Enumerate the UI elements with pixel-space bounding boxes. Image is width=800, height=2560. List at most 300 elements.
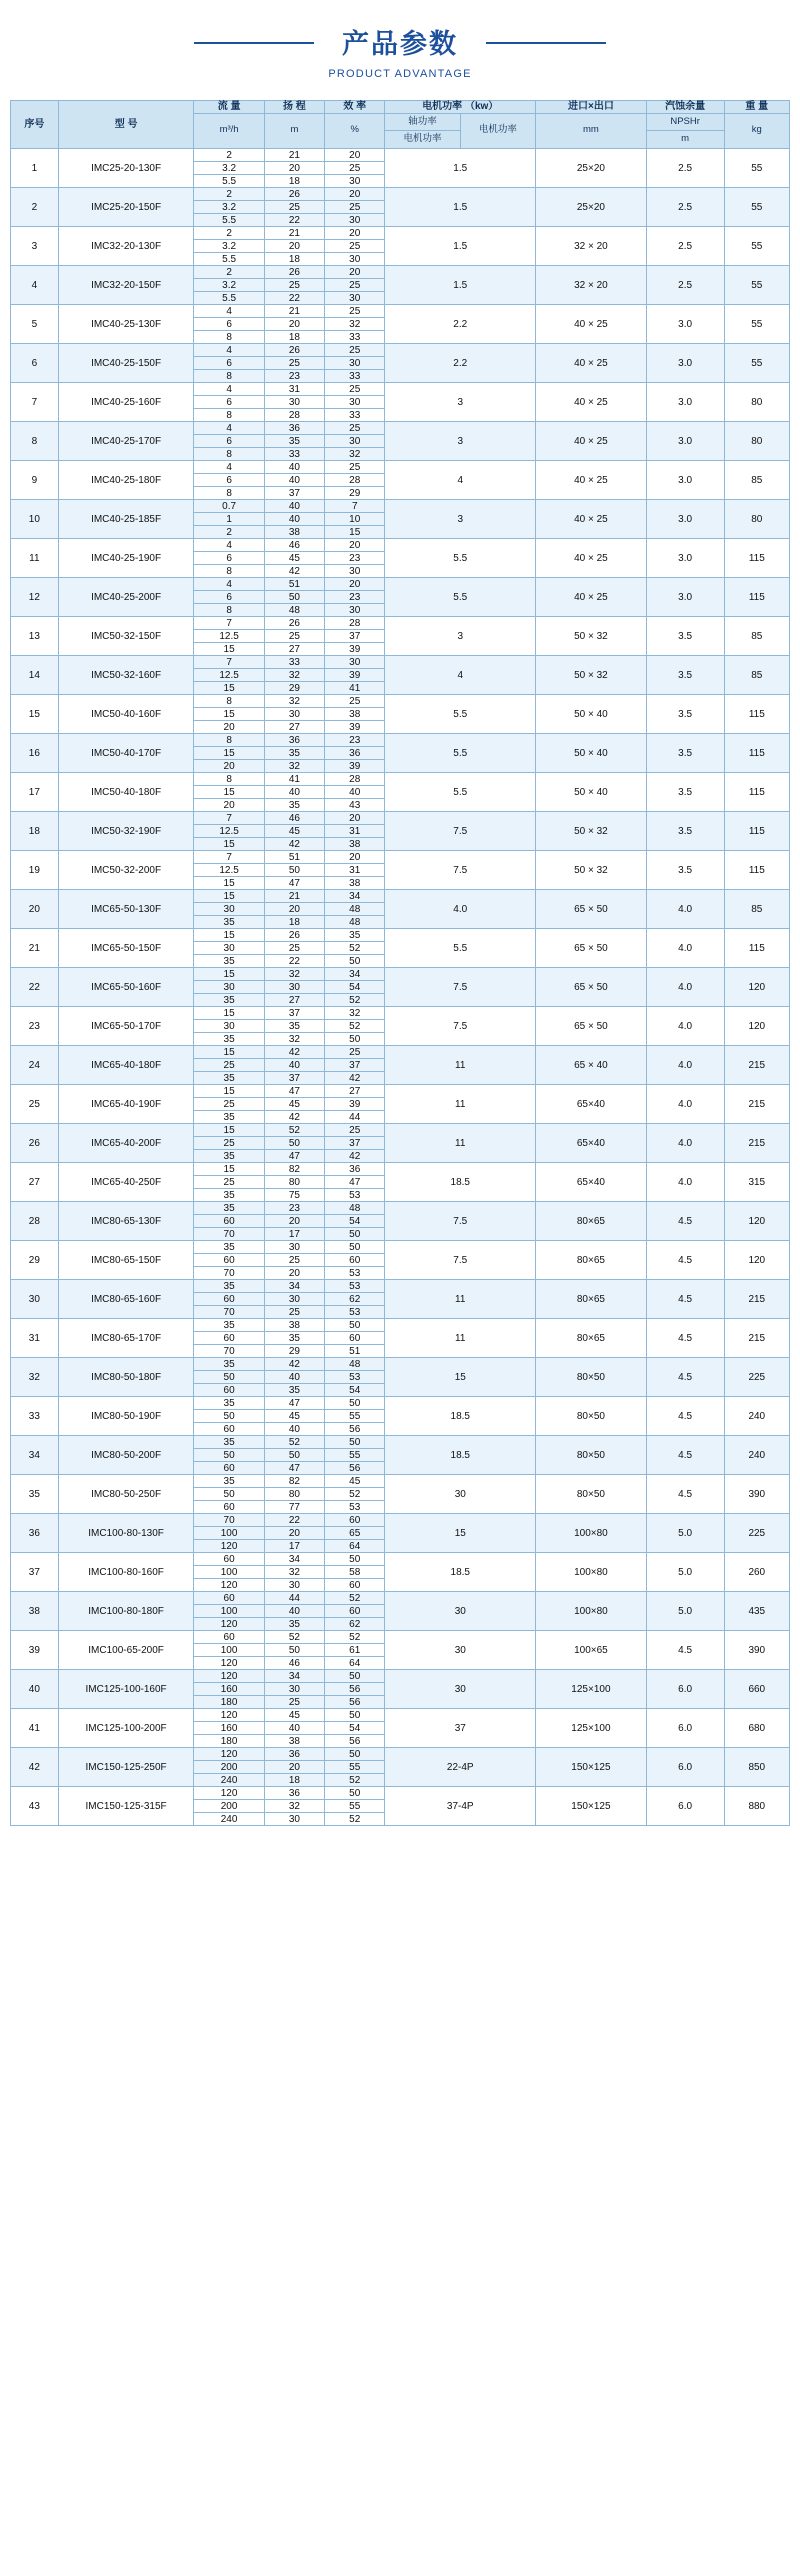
- cell-flow: 6: [194, 552, 264, 565]
- cell-weight: 850: [724, 1748, 789, 1787]
- cell-head: 36: [264, 422, 324, 435]
- cell-model: IMC125-100-160F: [58, 1670, 194, 1709]
- cell-weight: 390: [724, 1631, 789, 1670]
- cell-npsh: 4.0: [646, 968, 724, 1007]
- cell-head: 21: [264, 890, 324, 903]
- cell-head: 45: [264, 1709, 324, 1722]
- cell-weight: 115: [724, 773, 789, 812]
- cell-weight: 390: [724, 1475, 789, 1514]
- cell-eff: 60: [325, 1332, 385, 1345]
- cell-head: 29: [264, 1345, 324, 1358]
- cell-eff: 20: [325, 149, 385, 162]
- cell-head: 50: [264, 1644, 324, 1657]
- cell-inlet-outlet: 50 × 32: [536, 656, 647, 695]
- cell-model: IMC50-32-150F: [58, 617, 194, 656]
- cell-flow: 15: [194, 643, 264, 656]
- cell-model: IMC50-40-160F: [58, 695, 194, 734]
- cell-head: 18: [264, 1774, 324, 1787]
- cell-no: 27: [11, 1163, 59, 1202]
- cell-flow: 60: [194, 1462, 264, 1475]
- cell-npsh: 2.5: [646, 227, 724, 266]
- cell-head: 33: [264, 656, 324, 669]
- cell-head: 26: [264, 617, 324, 630]
- table-header: [11, 101, 790, 149]
- cell-no: 4: [11, 266, 59, 305]
- cell-flow: 35: [194, 1111, 264, 1124]
- page-header: [10, 0, 790, 90]
- cell-inlet-outlet: 100×80: [536, 1514, 647, 1553]
- cell-inlet-outlet: 40 × 25: [536, 500, 647, 539]
- cell-eff: 60: [325, 1579, 385, 1592]
- col-header-weight-unit: kg: [724, 113, 789, 149]
- cell-eff: 53: [325, 1189, 385, 1202]
- cell-weight: 880: [724, 1787, 789, 1826]
- cell-inlet-outlet: 65×40: [536, 1085, 647, 1124]
- cell-motor-power: 30: [385, 1670, 536, 1709]
- cell-eff: 30: [325, 396, 385, 409]
- cell-eff: 40: [325, 786, 385, 799]
- cell-npsh: 6.0: [646, 1748, 724, 1787]
- cell-flow: 7: [194, 812, 264, 825]
- cell-weight: 215: [724, 1280, 789, 1319]
- cell-head: 35: [264, 1332, 324, 1345]
- cell-flow: 15: [194, 890, 264, 903]
- cell-head: 33: [264, 448, 324, 461]
- cell-eff: 37: [325, 1059, 385, 1072]
- cell-inlet-outlet: 80×65: [536, 1280, 647, 1319]
- cell-inlet-outlet: 65 × 50: [536, 890, 647, 929]
- table-row: [11, 1358, 790, 1371]
- table-row: [11, 968, 790, 981]
- col-header-flow: 流 量: [194, 101, 264, 114]
- cell-flow: 35: [194, 1280, 264, 1293]
- cell-head: 21: [264, 227, 324, 240]
- col-header-io-unit: mm: [536, 113, 647, 149]
- cell-npsh: 3.5: [646, 773, 724, 812]
- cell-eff: 20: [325, 812, 385, 825]
- cell-head: 20: [264, 1527, 324, 1540]
- cell-eff: 25: [325, 695, 385, 708]
- cell-flow: 15: [194, 1085, 264, 1098]
- table-row: [11, 383, 790, 396]
- cell-motor-power: 2.2: [385, 344, 536, 383]
- cell-eff: 41: [325, 682, 385, 695]
- cell-flow: 35: [194, 994, 264, 1007]
- cell-model: IMC150-125-315F: [58, 1787, 194, 1826]
- cell-model: IMC50-32-160F: [58, 656, 194, 695]
- cell-npsh: 4.0: [646, 890, 724, 929]
- cell-eff: 53: [325, 1267, 385, 1280]
- cell-motor-power: 11: [385, 1124, 536, 1163]
- cell-model: IMC40-25-160F: [58, 383, 194, 422]
- cell-weight: 120: [724, 1007, 789, 1046]
- cell-no: 36: [11, 1514, 59, 1553]
- cell-flow: 35: [194, 1033, 264, 1046]
- table-row: [11, 1046, 790, 1059]
- cell-eff: 55: [325, 1761, 385, 1774]
- cell-model: IMC40-25-200F: [58, 578, 194, 617]
- cell-motor-power: 1.5: [385, 227, 536, 266]
- cell-motor-power: 11: [385, 1280, 536, 1319]
- cell-flow: 5.5: [194, 253, 264, 266]
- cell-flow: 100: [194, 1605, 264, 1618]
- cell-eff: 32: [325, 448, 385, 461]
- cell-motor-power: 18.5: [385, 1553, 536, 1592]
- cell-flow: 35: [194, 1358, 264, 1371]
- cell-model: IMC80-65-130F: [58, 1202, 194, 1241]
- table-row: [11, 1436, 790, 1449]
- table-row: [11, 734, 790, 747]
- cell-eff: 30: [325, 292, 385, 305]
- table-row: [11, 1670, 790, 1683]
- cell-eff: 25: [325, 344, 385, 357]
- cell-eff: 39: [325, 1098, 385, 1111]
- cell-eff: 56: [325, 1683, 385, 1696]
- cell-eff: 42: [325, 1072, 385, 1085]
- cell-eff: 30: [325, 435, 385, 448]
- cell-head: 27: [264, 643, 324, 656]
- cell-flow: 35: [194, 1475, 264, 1488]
- cell-eff: 35: [325, 929, 385, 942]
- cell-flow: 6: [194, 318, 264, 331]
- cell-eff: 25: [325, 1124, 385, 1137]
- cell-flow: 120: [194, 1787, 264, 1800]
- cell-eff: 52: [325, 1631, 385, 1644]
- cell-eff: 58: [325, 1566, 385, 1579]
- cell-flow: 60: [194, 1631, 264, 1644]
- cell-motor-power: 5.5: [385, 695, 536, 734]
- cell-flow: 60: [194, 1592, 264, 1605]
- col-header-head: 扬 程: [264, 101, 324, 114]
- table-row: [11, 1631, 790, 1644]
- cell-head: 20: [264, 162, 324, 175]
- table-row: [11, 188, 790, 201]
- cell-head: 40: [264, 1722, 324, 1735]
- cell-weight: 85: [724, 617, 789, 656]
- cell-npsh: 4.0: [646, 1163, 724, 1202]
- cell-model: IMC40-25-130F: [58, 305, 194, 344]
- cell-eff: 32: [325, 1007, 385, 1020]
- cell-model: IMC80-65-160F: [58, 1280, 194, 1319]
- cell-eff: 20: [325, 578, 385, 591]
- cell-weight: 115: [724, 578, 789, 617]
- cell-eff: 51: [325, 1345, 385, 1358]
- cell-head: 21: [264, 305, 324, 318]
- cell-head: 27: [264, 994, 324, 1007]
- cell-eff: 39: [325, 643, 385, 656]
- cell-head: 82: [264, 1163, 324, 1176]
- cell-head: 35: [264, 1020, 324, 1033]
- cell-flow: 60: [194, 1553, 264, 1566]
- cell-motor-power: 7.5: [385, 1202, 536, 1241]
- cell-npsh: 4.5: [646, 1631, 724, 1670]
- cell-flow: 8: [194, 487, 264, 500]
- cell-head: 26: [264, 266, 324, 279]
- cell-eff: 53: [325, 1306, 385, 1319]
- cell-flow: 70: [194, 1306, 264, 1319]
- cell-eff: 36: [325, 1163, 385, 1176]
- cell-npsh: 6.0: [646, 1709, 724, 1748]
- cell-motor-power: 30: [385, 1592, 536, 1631]
- cell-head: 26: [264, 929, 324, 942]
- cell-eff: 32: [325, 318, 385, 331]
- table-row: [11, 929, 790, 942]
- cell-motor-power: 11: [385, 1085, 536, 1124]
- cell-eff: 30: [325, 604, 385, 617]
- cell-flow: 120: [194, 1618, 264, 1631]
- cell-eff: 64: [325, 1657, 385, 1670]
- cell-head: 32: [264, 968, 324, 981]
- cell-weight: 55: [724, 188, 789, 227]
- cell-model: IMC80-50-250F: [58, 1475, 194, 1514]
- cell-flow: 30: [194, 1020, 264, 1033]
- cell-flow: 120: [194, 1540, 264, 1553]
- cell-flow: 60: [194, 1332, 264, 1345]
- cell-head: 25: [264, 1696, 324, 1709]
- col-header-shaft-power: 轴功率: [385, 113, 460, 131]
- cell-weight: 260: [724, 1553, 789, 1592]
- cell-eff: 52: [325, 942, 385, 955]
- cell-flow: 8: [194, 409, 264, 422]
- cell-inlet-outlet: 32 × 20: [536, 227, 647, 266]
- cell-model: IMC65-40-200F: [58, 1124, 194, 1163]
- cell-flow: 30: [194, 981, 264, 994]
- cell-npsh: 3.5: [646, 617, 724, 656]
- cell-eff: 50: [325, 1436, 385, 1449]
- cell-weight: 55: [724, 305, 789, 344]
- cell-no: 6: [11, 344, 59, 383]
- cell-flow: 70: [194, 1228, 264, 1241]
- cell-flow: 60: [194, 1423, 264, 1436]
- cell-npsh: 5.0: [646, 1592, 724, 1631]
- cell-flow: 120: [194, 1748, 264, 1761]
- cell-flow: 4: [194, 539, 264, 552]
- cell-model: IMC80-65-170F: [58, 1319, 194, 1358]
- cell-no: 22: [11, 968, 59, 1007]
- cell-flow: 4: [194, 461, 264, 474]
- cell-no: 18: [11, 812, 59, 851]
- cell-weight: 85: [724, 461, 789, 500]
- cell-head: 17: [264, 1228, 324, 1241]
- cell-head: 80: [264, 1176, 324, 1189]
- cell-head: 25: [264, 357, 324, 370]
- cell-flow: 100: [194, 1644, 264, 1657]
- cell-eff: 39: [325, 760, 385, 773]
- cell-eff: 39: [325, 721, 385, 734]
- cell-flow: 25: [194, 1137, 264, 1150]
- cell-npsh: 3.0: [646, 344, 724, 383]
- cell-head: 32: [264, 1566, 324, 1579]
- cell-weight: 115: [724, 812, 789, 851]
- cell-weight: 225: [724, 1514, 789, 1553]
- cell-inlet-outlet: 65 × 50: [536, 929, 647, 968]
- col-header-inlet-outlet: 进口×出口: [536, 101, 647, 114]
- col-header-efficiency: 效 率: [325, 101, 385, 114]
- cell-eff: 20: [325, 266, 385, 279]
- cell-motor-power: 3: [385, 383, 536, 422]
- cell-head: 32: [264, 1800, 324, 1813]
- cell-model: IMC25-20-150F: [58, 188, 194, 227]
- cell-inlet-outlet: 65 × 40: [536, 1046, 647, 1085]
- cell-no: 21: [11, 929, 59, 968]
- cell-eff: 20: [325, 227, 385, 240]
- cell-head: 30: [264, 1813, 324, 1826]
- cell-head: 42: [264, 1046, 324, 1059]
- cell-motor-power: 7.5: [385, 1007, 536, 1046]
- cell-head: 48: [264, 604, 324, 617]
- cell-flow: 60: [194, 1293, 264, 1306]
- cell-flow: 60: [194, 1501, 264, 1514]
- cell-flow: 30: [194, 942, 264, 955]
- cell-inlet-outlet: 65×40: [536, 1163, 647, 1202]
- table-row: [11, 500, 790, 513]
- cell-flow: 12.5: [194, 669, 264, 682]
- cell-head: 21: [264, 149, 324, 162]
- cell-flow: 120: [194, 1579, 264, 1592]
- cell-no: 2: [11, 188, 59, 227]
- cell-flow: 8: [194, 565, 264, 578]
- cell-head: 47: [264, 877, 324, 890]
- cell-head: 36: [264, 734, 324, 747]
- cell-head: 22: [264, 955, 324, 968]
- cell-eff: 50: [325, 1709, 385, 1722]
- cell-flow: 20: [194, 721, 264, 734]
- cell-flow: 35: [194, 1150, 264, 1163]
- cell-eff: 20: [325, 851, 385, 864]
- cell-head: 50: [264, 864, 324, 877]
- cell-motor-power: 37-4P: [385, 1787, 536, 1826]
- cell-head: 30: [264, 1241, 324, 1254]
- cell-head: 25: [264, 201, 324, 214]
- cell-eff: 30: [325, 214, 385, 227]
- table-row: [11, 812, 790, 825]
- cell-weight: 315: [724, 1163, 789, 1202]
- cell-inlet-outlet: 32 × 20: [536, 266, 647, 305]
- cell-head: 45: [264, 1410, 324, 1423]
- cell-flow: 25: [194, 1098, 264, 1111]
- cell-head: 51: [264, 578, 324, 591]
- cell-motor-power: 3: [385, 422, 536, 461]
- cell-flow: 160: [194, 1722, 264, 1735]
- cell-npsh: 4.5: [646, 1475, 724, 1514]
- cell-no: 29: [11, 1241, 59, 1280]
- cell-flow: 15: [194, 968, 264, 981]
- cell-flow: 70: [194, 1514, 264, 1527]
- cell-head: 20: [264, 318, 324, 331]
- cell-flow: 15: [194, 786, 264, 799]
- cell-eff: 45: [325, 1475, 385, 1488]
- cell-motor-power: 5.5: [385, 773, 536, 812]
- table-row: [11, 1787, 790, 1800]
- cell-head: 38: [264, 526, 324, 539]
- table-row: [11, 1514, 790, 1527]
- cell-eff: 48: [325, 1358, 385, 1371]
- cell-eff: 48: [325, 1202, 385, 1215]
- cell-eff: 27: [325, 1085, 385, 1098]
- cell-head: 30: [264, 396, 324, 409]
- cell-flow: 4: [194, 422, 264, 435]
- cell-eff: 62: [325, 1293, 385, 1306]
- cell-npsh: 4.0: [646, 1085, 724, 1124]
- cell-flow: 50: [194, 1410, 264, 1423]
- cell-model: IMC100-65-200F: [58, 1631, 194, 1670]
- cell-weight: 225: [724, 1358, 789, 1397]
- cell-no: 33: [11, 1397, 59, 1436]
- cell-flow: 50: [194, 1488, 264, 1501]
- cell-eff: 56: [325, 1423, 385, 1436]
- cell-head: 47: [264, 1462, 324, 1475]
- cell-no: 20: [11, 890, 59, 929]
- cell-flow: 120: [194, 1709, 264, 1722]
- cell-flow: 35: [194, 1319, 264, 1332]
- cell-eff: 50: [325, 1397, 385, 1410]
- cell-head: 82: [264, 1475, 324, 1488]
- cell-motor-power: 5.5: [385, 539, 536, 578]
- cell-inlet-outlet: 50 × 32: [536, 617, 647, 656]
- cell-no: 24: [11, 1046, 59, 1085]
- cell-motor-power: 11: [385, 1319, 536, 1358]
- cell-eff: 25: [325, 279, 385, 292]
- cell-no: 38: [11, 1592, 59, 1631]
- cell-inlet-outlet: 65×40: [536, 1124, 647, 1163]
- cell-inlet-outlet: 80×50: [536, 1475, 647, 1514]
- cell-motor-power: 2.2: [385, 305, 536, 344]
- cell-eff: 48: [325, 916, 385, 929]
- cell-weight: 660: [724, 1670, 789, 1709]
- cell-npsh: 4.5: [646, 1280, 724, 1319]
- cell-head: 20: [264, 903, 324, 916]
- table-row: [11, 1553, 790, 1566]
- cell-model: IMC50-40-180F: [58, 773, 194, 812]
- cell-weight: 85: [724, 890, 789, 929]
- cell-model: IMC40-25-180F: [58, 461, 194, 500]
- cell-npsh: 3.5: [646, 695, 724, 734]
- cell-eff: 33: [325, 370, 385, 383]
- cell-eff: 55: [325, 1410, 385, 1423]
- cell-motor-power: 1.5: [385, 188, 536, 227]
- cell-model: IMC32-20-150F: [58, 266, 194, 305]
- cell-no: 37: [11, 1553, 59, 1592]
- cell-flow: 2: [194, 188, 264, 201]
- cell-no: 23: [11, 1007, 59, 1046]
- cell-model: IMC65-50-150F: [58, 929, 194, 968]
- cell-head: 31: [264, 383, 324, 396]
- cell-weight: 120: [724, 1241, 789, 1280]
- cell-eff: 48: [325, 903, 385, 916]
- cell-motor-power: 18.5: [385, 1436, 536, 1475]
- cell-weight: 55: [724, 344, 789, 383]
- specification-table: [10, 100, 790, 1826]
- cell-head: 32: [264, 695, 324, 708]
- cell-head: 22: [264, 1514, 324, 1527]
- cell-eff: 56: [325, 1735, 385, 1748]
- cell-npsh: 2.5: [646, 266, 724, 305]
- cell-eff: 30: [325, 565, 385, 578]
- table-row: [11, 1085, 790, 1098]
- cell-eff: 52: [325, 1488, 385, 1501]
- cell-motor-power: 1.5: [385, 149, 536, 188]
- cell-model: IMC50-32-190F: [58, 812, 194, 851]
- cell-model: IMC80-50-180F: [58, 1358, 194, 1397]
- cell-weight: 680: [724, 1709, 789, 1748]
- cell-model: IMC150-125-250F: [58, 1748, 194, 1787]
- cell-eff: 56: [325, 1696, 385, 1709]
- cell-weight: 80: [724, 383, 789, 422]
- cell-flow: 100: [194, 1566, 264, 1579]
- cell-model: IMC65-40-180F: [58, 1046, 194, 1085]
- cell-eff: 33: [325, 409, 385, 422]
- cell-model: IMC25-20-130F: [58, 149, 194, 188]
